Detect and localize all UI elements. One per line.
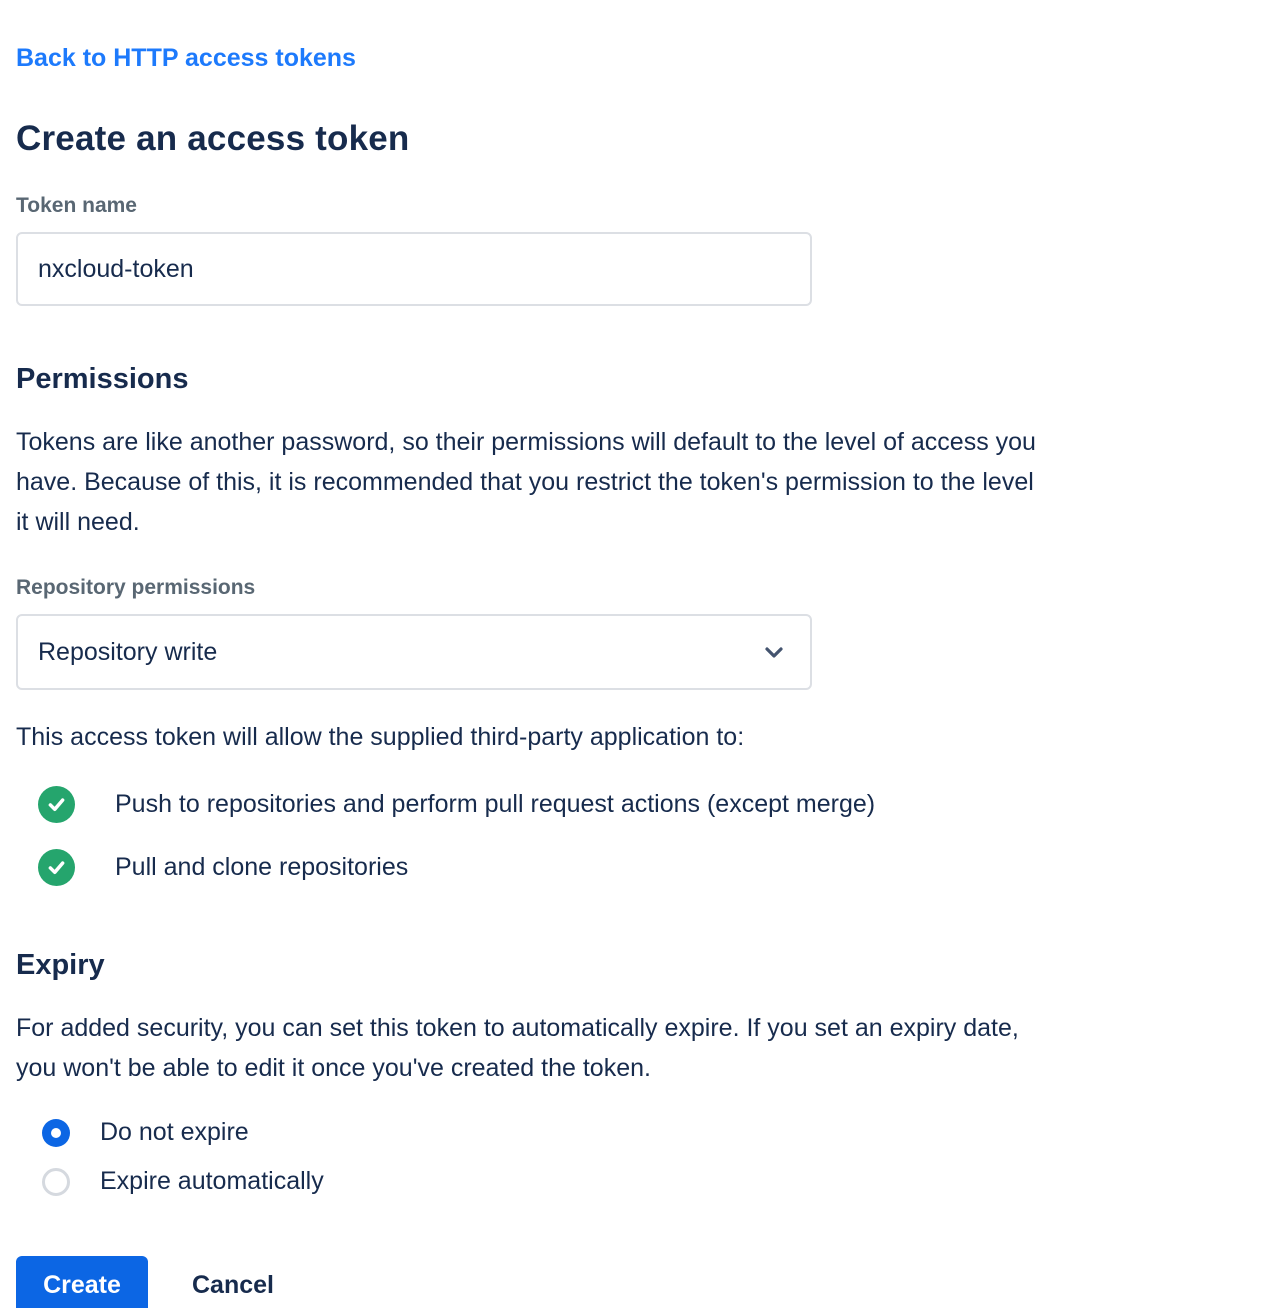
capability-row xyxy=(16,849,1258,886)
check-icon xyxy=(38,786,75,823)
radio-selected-icon[interactable] xyxy=(42,1119,70,1147)
permissions-description-line: have. Because of this, it is recommended that you restrict the token's permission to the level xyxy=(16,468,1034,496)
create-button[interactable]: Create xyxy=(16,1256,148,1308)
chevron-down-icon xyxy=(762,640,786,664)
repository-permissions-label: Repository permissions xyxy=(16,576,256,599)
radio-option-label: Expire automatically xyxy=(100,1167,324,1195)
radio-option-expire-automatically[interactable] xyxy=(16,1167,1258,1196)
expiry-radio-group xyxy=(16,1118,1258,1196)
expiry-description-line: For added security, you can set this token to automatically expire. If you set an expiry date, xyxy=(16,1014,1019,1042)
capability-text: Pull and clone repositories xyxy=(115,853,409,881)
radio-option-do-not-expire[interactable] xyxy=(16,1118,1258,1147)
permissions-description-line: Tokens are like another password, so their permissions will default to the level of access you xyxy=(16,428,1036,456)
expiry-heading: Expiry xyxy=(16,949,105,981)
radio-option-label: Do not expire xyxy=(100,1118,249,1146)
allow-intro-text: This access token will allow the supplied third-party application to: xyxy=(16,723,745,751)
token-name-label: Token name xyxy=(16,194,137,217)
permissions-description xyxy=(16,422,1258,542)
back-to-http-access-tokens-link[interactable]: Back to HTTP access tokens xyxy=(16,44,356,72)
expiry-description xyxy=(16,1008,1258,1088)
capability-text: Push to repositories and perform pull request actions (except merge) xyxy=(115,790,876,818)
cancel-button[interactable]: Cancel xyxy=(192,1270,274,1299)
repository-permissions-select[interactable] xyxy=(16,614,812,690)
repository-permissions-selected-value: Repository write xyxy=(38,637,218,666)
permissions-description-line: it will need. xyxy=(16,508,140,536)
page-title: Create an access token xyxy=(16,119,410,158)
capability-list xyxy=(16,786,1258,886)
radio-unselected-icon[interactable] xyxy=(42,1168,70,1196)
permissions-heading: Permissions xyxy=(16,363,189,395)
expiry-description-line: you won't be able to edit it once you've created the token. xyxy=(16,1054,651,1082)
check-icon xyxy=(38,849,75,886)
token-name-input[interactable] xyxy=(16,232,812,306)
capability-row xyxy=(16,786,1258,823)
form-actions xyxy=(16,1256,1258,1308)
